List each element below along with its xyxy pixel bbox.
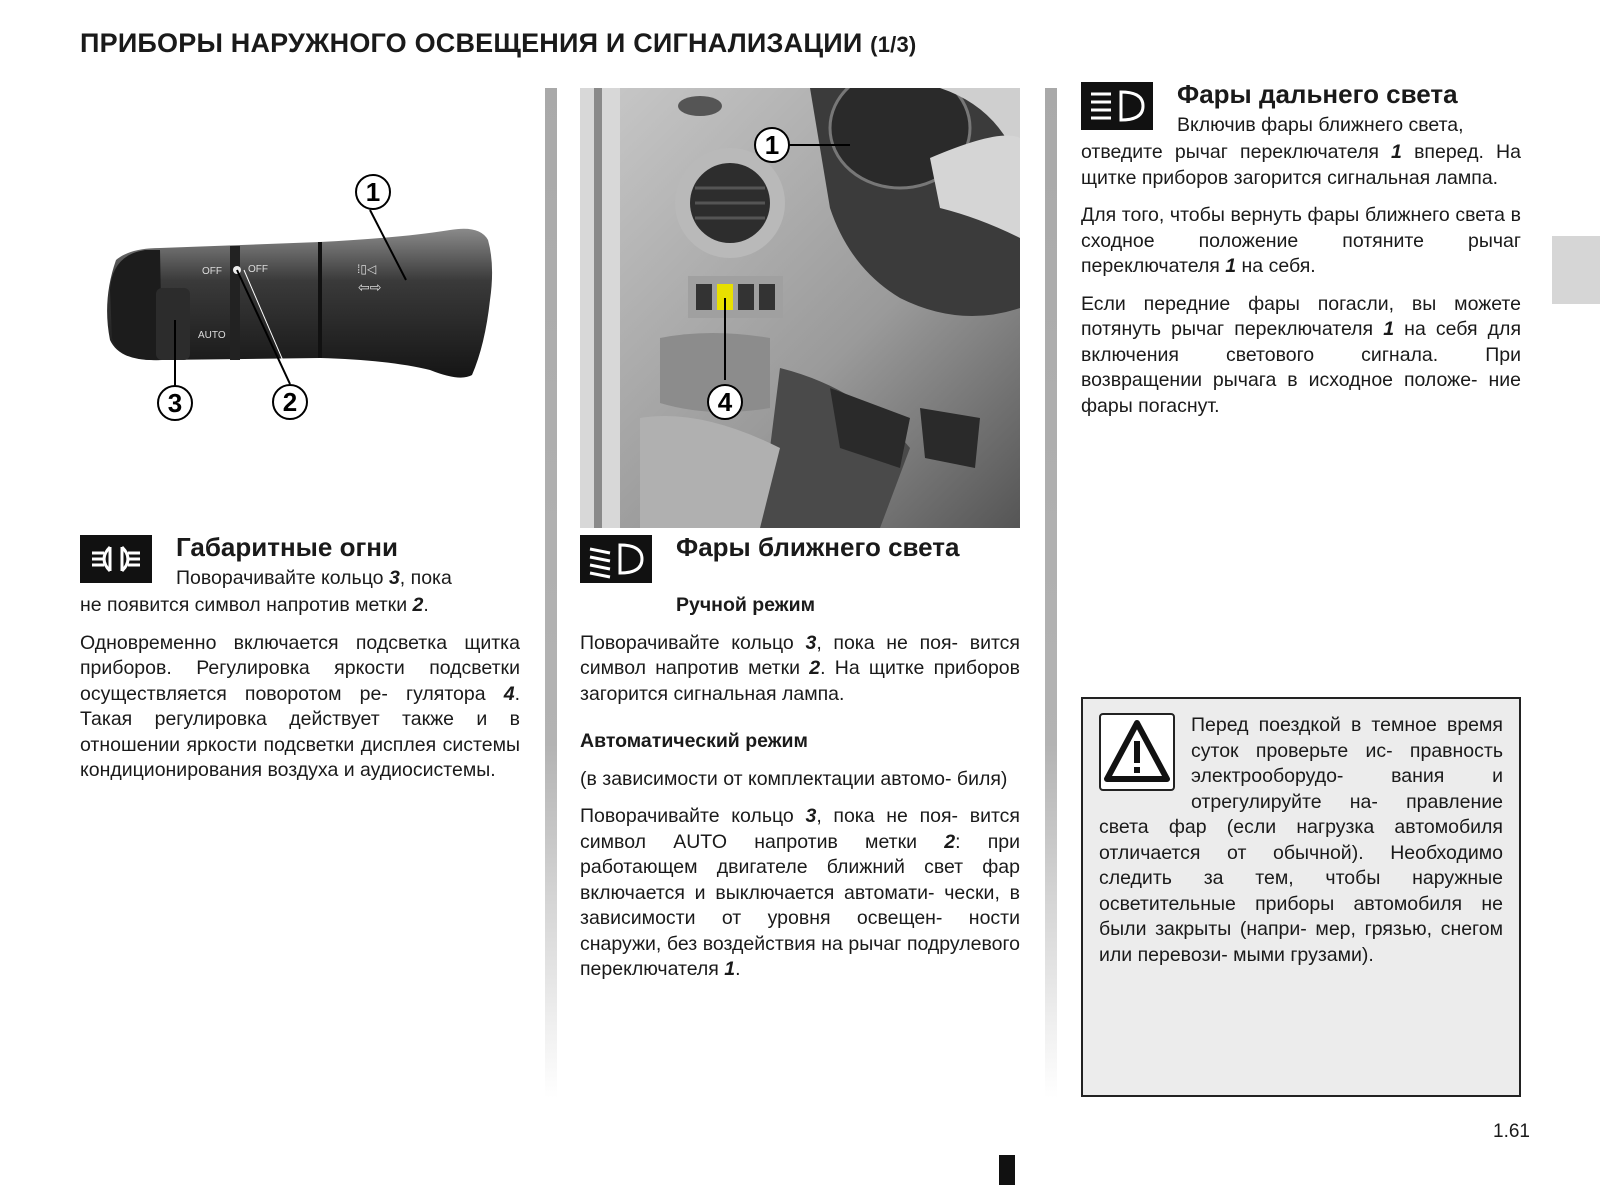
photo-callout-1: 1 bbox=[764, 130, 780, 160]
high-beam-p1: отведите рычаг переключателя 1 вперед. На щитке приборов загорится сигнальная лампа. bbox=[1081, 141, 1521, 189]
page-number: 1.61 bbox=[1493, 1121, 1530, 1142]
sidelights-title: Габаритные огни bbox=[176, 532, 398, 562]
warning-box bbox=[1081, 697, 1521, 1097]
high-beam-p3: Если передние фары погасли, вы можете потянуть рычаг переключателя 1 на себя для включения светового сигнала. При возвращении рычага в исходное положе- ние фары погаснут. bbox=[1081, 292, 1521, 417]
page-part: (1/3) bbox=[870, 32, 917, 57]
svg-text:⁞▯◁: ⁞▯◁ bbox=[357, 262, 377, 276]
photo-callout-4: 4 bbox=[717, 387, 733, 417]
manual-mode-text: Поворачивайте кольцо 3, пока не поя- вится символ напротив метки 2. На щитке приборов загорится сигнальная лампа. bbox=[580, 631, 1020, 705]
callout-3: 3 bbox=[167, 388, 183, 418]
sidelights-section bbox=[80, 532, 520, 796]
high-beam-section bbox=[1081, 79, 1521, 431]
dashboard-photo bbox=[580, 88, 1020, 528]
high-beam-lead: Включив фары ближнего света, bbox=[1177, 114, 1464, 136]
crop-mark bbox=[999, 1155, 1015, 1185]
column-divider bbox=[1045, 88, 1057, 1098]
high-beam-title: Фары дальнего света bbox=[1177, 79, 1458, 109]
callout-1: 1 bbox=[365, 177, 381, 207]
ring-label-auto: AUTO bbox=[198, 330, 226, 341]
auto-mode-heading: Автоматический режим bbox=[580, 730, 808, 752]
high-beam-icon bbox=[1081, 82, 1153, 130]
low-beam-icon bbox=[580, 535, 652, 583]
page-title bbox=[80, 28, 916, 59]
ring-label-off-2: OFF bbox=[248, 264, 268, 275]
svg-text:⇦⇨: ⇦⇨ bbox=[358, 279, 382, 295]
high-beam-p2: Для того, чтобы вернуть фары ближнего света в сходное положение потяните рычаг переключателя 1 на себя. bbox=[1081, 204, 1521, 277]
callout-2: 2 bbox=[282, 387, 298, 417]
section-tab bbox=[1552, 236, 1600, 304]
low-beam-section bbox=[580, 532, 1021, 995]
low-beam-title: Фары ближнего света bbox=[676, 532, 960, 562]
stalk-illustration bbox=[100, 170, 510, 440]
sidelights-icon bbox=[80, 535, 152, 583]
page-title-text: ПРИБОРЫ НАРУЖНОГО ОСВЕЩЕНИЯ И СИГНАЛИЗАЦИИ bbox=[80, 28, 863, 58]
ring-label-off-1: OFF bbox=[202, 266, 222, 277]
auto-mode-text: Поворачивайте кольцо 3, пока не поя- вится символ AUTO напротив метки 2: при работающем двигателе ближний свет фар включается и выключается автомати- чески, в зависимости от уровня освещен- ности снаружи, без воздействия на рычаг подрулевого переключателя 1. bbox=[580, 805, 1021, 980]
manual-mode-heading: Ручной режим bbox=[676, 594, 816, 616]
auto-mode-note: (в зависимости от комплектации автомо- биля) bbox=[580, 767, 1008, 790]
sidelights-p1: не появится символ напротив метки 2. bbox=[80, 594, 429, 616]
sidelights-lead: Поворачивайте кольцо 3, пока bbox=[176, 567, 452, 589]
warning-text: Перед поездкой в темное время суток проверьте ис- правность электрооборудо- вания и отрегулируйте на- правление света фар (если нагрузка автомобиля отличается от обычной). Необходимо следить за тем, чтобы наружные осветительные приборы автомобиля не были закрыты (напри- мер, грязью, снегом или перевози- мыми грузами). bbox=[1099, 714, 1503, 966]
column-divider bbox=[545, 88, 557, 1098]
sidelights-p2: Одновременно включается подсветка щитка приборов. Регулировка яркости подсветки осуществляется поворотом ре- гулятора 4. Такая регулировка действует также и в отношении яркости подсветки дисплея системы кондиционирования воздуха и аудиосистемы. bbox=[80, 631, 520, 781]
